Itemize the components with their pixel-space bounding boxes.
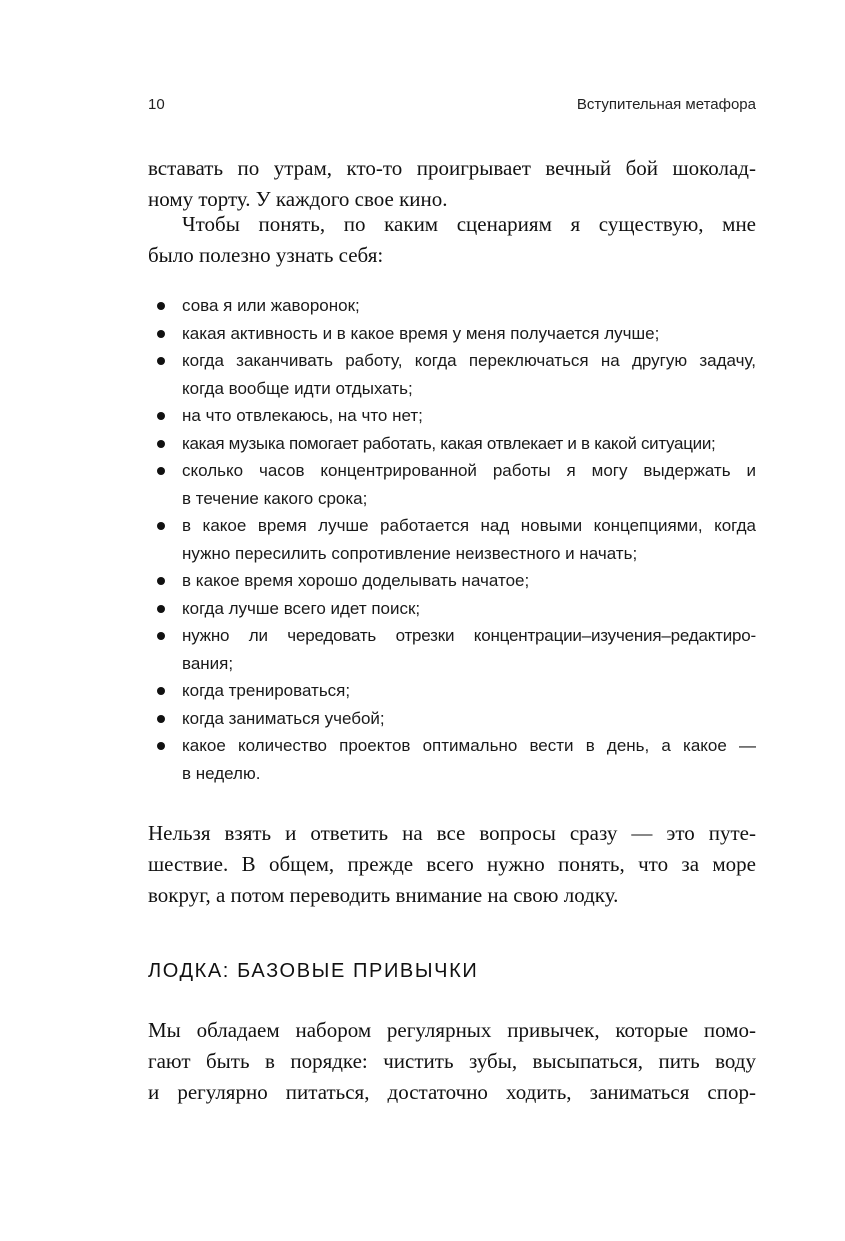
list-item-text: на что отвлекаюсь, на что нет; [182,406,423,425]
list-item [148,402,756,430]
list-item [148,512,756,567]
paragraph-3 [148,818,756,911]
list-item [148,622,756,677]
list-item-text: нужно ли чередовать отрезки концентрации–изучения–редактиро- [182,626,756,645]
paragraph-1 [148,153,756,215]
list-item-text: вания; [182,653,234,673]
bullet-icon [157,742,165,750]
list-item [148,567,756,595]
page-number: 10 [148,96,165,113]
list-item-text: когда заниматься учебой; [182,708,385,728]
list-item [148,430,756,458]
list-item [148,677,756,705]
bullet-icon [157,577,165,585]
list-item-text: нужно пересилить сопротивление неизвестного и начать; [182,543,638,563]
list-item-text: какая активность и в какое время у меня получается лучше; [182,323,660,343]
bullet-icon [157,412,165,420]
text-line: вокруг, а потом переводить внимание на свою лодку. [148,883,619,907]
self-knowledge-list [148,292,756,787]
list-item-text: в какое время хорошо доделывать начатое; [182,571,530,590]
bullet-icon [157,687,165,695]
list-item-text: сколько часов концентрированной работы я могу выдержать и [182,461,756,480]
text-line: ному торту. У каждого свое кино. [148,187,448,211]
list-item [148,457,756,512]
running-head [148,96,756,118]
text-line: Чтобы понять, по каким сценариям я существую, мне [182,212,756,236]
section-heading: ЛОДКА: БАЗОВЫЕ ПРИВЫЧКИ [148,960,479,982]
bullet-icon [157,440,165,448]
list-item [148,732,756,787]
text-line: Мы обладаем набором регулярных привычек, которые помо- [148,1018,756,1042]
bullet-icon [157,302,165,310]
bullet-icon [157,357,165,365]
list-item-text: в неделю. [182,763,261,783]
text-line: вставать по утрам, кто-то проигрывает вечный бой шоколад- [148,156,756,180]
list-item-text: когда тренироваться; [182,681,351,700]
list-item [148,705,756,733]
bullet-icon [157,522,165,530]
list-item-text: когда вообще идти отдыхать; [182,378,413,398]
bullet-icon [157,632,165,640]
list-item-text: какое количество проектов оптимально вести в день, а какое — [182,736,756,755]
bullet-icon [157,715,165,723]
paragraph-4 [148,1015,756,1108]
list-item-text: когда лучше всего идет поиск; [182,598,421,618]
bullet-icon [157,467,165,475]
bullet-icon [157,330,165,338]
running-title: Вступительная метафора [576,96,756,113]
paragraph-2 [148,209,756,271]
list-item-text: в какое время лучше работается над новыми концепциями, когда [182,516,756,535]
text-line: шествие. В общем, прежде всего нужно понять, что за море [148,852,756,876]
text-line: Нельзя взять и ответить на все вопросы сразу — это путе- [148,821,756,845]
text-line: и регулярно питаться, достаточно ходить, заниматься спор- [148,1080,756,1104]
text-line: было полезно узнать себя: [148,243,384,267]
list-item [148,320,756,348]
list-item [148,347,756,402]
list-item [148,595,756,623]
list-item-text: какая музыка помогает работать, какая отвлекает и в какой ситуации; [182,433,716,453]
list-item-text: в течение какого срока; [182,488,368,508]
text-line: гают быть в порядке: чистить зубы, высыпаться, пить воду [148,1049,756,1073]
list-item-text: когда заканчивать работу, когда переключаться на другую задачу, [182,351,756,370]
list-item [148,292,756,320]
list-item-text: сова я или жаворонок; [182,296,360,315]
bullet-icon [157,605,165,613]
